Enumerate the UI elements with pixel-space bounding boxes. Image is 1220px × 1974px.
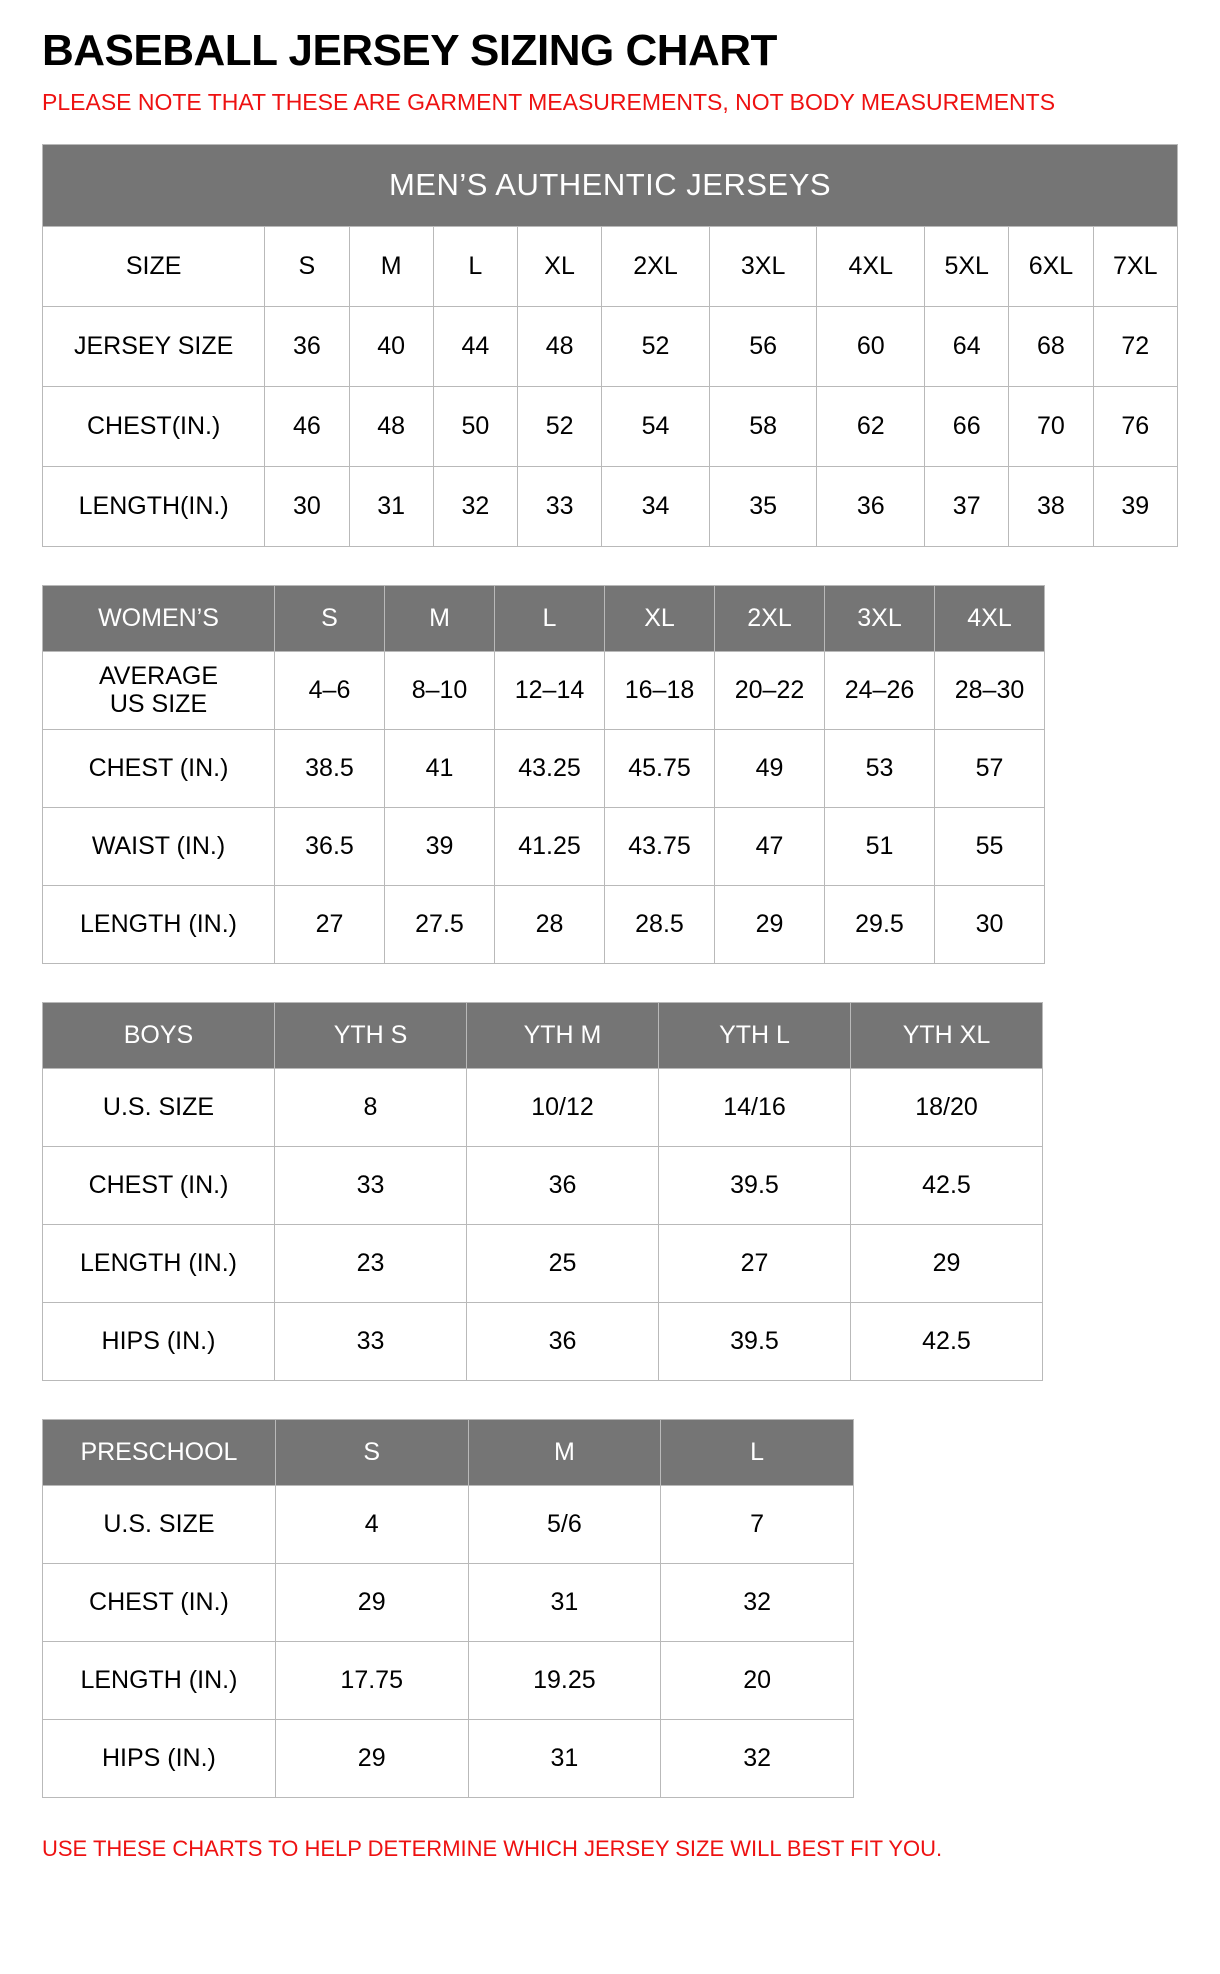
table-cell: 39.5 xyxy=(659,1146,851,1224)
table-cell: 33 xyxy=(275,1146,467,1224)
table-cell: 7 xyxy=(661,1485,854,1563)
preschool-header-cell: L xyxy=(661,1419,854,1485)
table-cell: 48 xyxy=(349,386,433,466)
table-cell: 56 xyxy=(709,306,817,386)
table-cell: 39 xyxy=(385,807,495,885)
table-row xyxy=(43,1068,1043,1146)
table-row xyxy=(43,306,1178,386)
row-label: U.S. SIZE xyxy=(43,1068,275,1146)
row-label: SIZE xyxy=(43,226,265,306)
table-row xyxy=(43,1146,1043,1224)
table-cell: 29 xyxy=(275,1719,468,1797)
table-cell: 39.5 xyxy=(659,1302,851,1380)
table-cell: 32 xyxy=(433,466,517,546)
womens-sizing-table xyxy=(42,585,1045,964)
row-label: JERSEY SIZE xyxy=(43,306,265,386)
table-cell: 6XL xyxy=(1009,226,1093,306)
garment-measurement-note: PLEASE NOTE THAT THESE ARE GARMENT MEASUREMENTS, NOT BODY MEASUREMENTS xyxy=(42,89,1056,116)
footer-note: USE THESE CHARTS TO HELP DETERMINE WHICH JERSEY SIZE WILL BEST FIT YOU. xyxy=(42,1835,943,1861)
table-row xyxy=(43,226,1178,306)
table-row xyxy=(43,1224,1043,1302)
table-cell: 41.25 xyxy=(495,807,605,885)
table-cell: 41 xyxy=(385,729,495,807)
table-cell: S xyxy=(265,226,349,306)
row-label: CHEST (IN.) xyxy=(43,1146,275,1224)
boys-sizing-table xyxy=(42,1002,1043,1381)
table-cell: 3XL xyxy=(709,226,817,306)
womens-header-cell: 3XL xyxy=(825,585,935,651)
row-label: LENGTH (IN.) xyxy=(43,1641,276,1719)
table-cell: 30 xyxy=(935,885,1045,963)
row-label: CHEST (IN.) xyxy=(43,729,275,807)
boys-header-cell: YTH S xyxy=(275,1002,467,1068)
table-row xyxy=(43,1302,1043,1380)
mens-banner-label: MEN’S AUTHENTIC JERSEYS xyxy=(43,144,1178,226)
table-cell: 54 xyxy=(602,386,710,466)
womens-header-row xyxy=(43,585,1045,651)
table-row xyxy=(43,1563,854,1641)
row-label: AVERAGE US SIZE xyxy=(43,651,275,729)
row-label: LENGTH(IN.) xyxy=(43,466,265,546)
table-cell: 49 xyxy=(715,729,825,807)
table-cell: 64 xyxy=(925,306,1009,386)
table-cell: 44 xyxy=(433,306,517,386)
preschool-sizing-table xyxy=(42,1419,854,1798)
table-cell: 40 xyxy=(349,306,433,386)
boys-header-row xyxy=(43,1002,1043,1068)
table-cell: XL xyxy=(517,226,601,306)
table-cell: 36 xyxy=(467,1146,659,1224)
table-cell: 29 xyxy=(851,1224,1043,1302)
row-label: LENGTH (IN.) xyxy=(43,885,275,963)
row-label: LENGTH (IN.) xyxy=(43,1224,275,1302)
row-label: CHEST(IN.) xyxy=(43,386,265,466)
table-cell: 25 xyxy=(467,1224,659,1302)
womens-header-cell: XL xyxy=(605,585,715,651)
womens-header-cell: 2XL xyxy=(715,585,825,651)
table-cell: 48 xyxy=(517,306,601,386)
table-cell: 27 xyxy=(275,885,385,963)
row-label: U.S. SIZE xyxy=(43,1485,276,1563)
table-cell: 28–30 xyxy=(935,651,1045,729)
table-cell: M xyxy=(349,226,433,306)
table-cell: 57 xyxy=(935,729,1045,807)
preschool-header-cell: M xyxy=(468,1419,661,1485)
table-cell: 2XL xyxy=(602,226,710,306)
table-cell: 33 xyxy=(517,466,601,546)
table-cell: 27.5 xyxy=(385,885,495,963)
table-cell: 31 xyxy=(468,1563,661,1641)
table-cell: 4XL xyxy=(817,226,925,306)
table-cell: 17.75 xyxy=(275,1641,468,1719)
table-cell: 51 xyxy=(825,807,935,885)
table-cell: 34 xyxy=(602,466,710,546)
table-cell: 53 xyxy=(825,729,935,807)
table-cell: 27 xyxy=(659,1224,851,1302)
page-title: BASEBALL JERSEY SIZING CHART xyxy=(42,26,777,75)
table-cell: 45.75 xyxy=(605,729,715,807)
table-cell: 50 xyxy=(433,386,517,466)
boys-header-cell: YTH M xyxy=(467,1002,659,1068)
table-cell: 46 xyxy=(265,386,349,466)
table-row xyxy=(43,807,1045,885)
table-cell: 4–6 xyxy=(275,651,385,729)
table-cell: 43.75 xyxy=(605,807,715,885)
table-cell: 31 xyxy=(349,466,433,546)
table-cell: 52 xyxy=(602,306,710,386)
table-cell: 33 xyxy=(275,1302,467,1380)
table-cell: 14/16 xyxy=(659,1068,851,1146)
table-cell: 38 xyxy=(1009,466,1093,546)
table-cell: 62 xyxy=(817,386,925,466)
table-cell: 36.5 xyxy=(275,807,385,885)
table-cell: 23 xyxy=(275,1224,467,1302)
table-cell: 16–18 xyxy=(605,651,715,729)
table-row xyxy=(43,1485,854,1563)
table-cell: 52 xyxy=(517,386,601,466)
table-cell: 36 xyxy=(817,466,925,546)
table-cell: 10/12 xyxy=(467,1068,659,1146)
table-row xyxy=(43,651,1045,729)
table-cell: 43.25 xyxy=(495,729,605,807)
mens-sizing-table xyxy=(42,144,1178,547)
table-cell: 12–14 xyxy=(495,651,605,729)
table-cell: 30 xyxy=(265,466,349,546)
table-cell: 42.5 xyxy=(851,1302,1043,1380)
table-cell: 4 xyxy=(275,1485,468,1563)
table-cell: 60 xyxy=(817,306,925,386)
table-cell: 31 xyxy=(468,1719,661,1797)
table-cell: 18/20 xyxy=(851,1068,1043,1146)
table-cell: 8–10 xyxy=(385,651,495,729)
table-cell: 39 xyxy=(1093,466,1177,546)
table-cell: 36 xyxy=(265,306,349,386)
table-cell: 37 xyxy=(925,466,1009,546)
table-cell: 19.25 xyxy=(468,1641,661,1719)
table-cell: 36 xyxy=(467,1302,659,1380)
table-cell: 5/6 xyxy=(468,1485,661,1563)
table-cell: 76 xyxy=(1093,386,1177,466)
table-cell: 28 xyxy=(495,885,605,963)
row-label: HIPS (IN.) xyxy=(43,1719,276,1797)
table-cell: 42.5 xyxy=(851,1146,1043,1224)
table-cell: 29 xyxy=(275,1563,468,1641)
table-cell: 28.5 xyxy=(605,885,715,963)
table-cell: 66 xyxy=(925,386,1009,466)
table-cell: 24–26 xyxy=(825,651,935,729)
preschool-header-cell: S xyxy=(275,1419,468,1485)
table-cell: 58 xyxy=(709,386,817,466)
boys-header-label: BOYS xyxy=(43,1002,275,1068)
table-cell: 29.5 xyxy=(825,885,935,963)
table-row xyxy=(43,885,1045,963)
preschool-header-label: PRESCHOOL xyxy=(43,1419,276,1485)
row-label: WAIST (IN.) xyxy=(43,807,275,885)
table-row xyxy=(43,386,1178,466)
table-row xyxy=(43,1641,854,1719)
row-label: CHEST (IN.) xyxy=(43,1563,276,1641)
table-cell: 68 xyxy=(1009,306,1093,386)
womens-header-cell: S xyxy=(275,585,385,651)
table-cell: 32 xyxy=(661,1719,854,1797)
table-cell: 72 xyxy=(1093,306,1177,386)
table-cell: 47 xyxy=(715,807,825,885)
table-cell: 38.5 xyxy=(275,729,385,807)
table-row xyxy=(43,1719,854,1797)
table-cell: 29 xyxy=(715,885,825,963)
boys-header-cell: YTH XL xyxy=(851,1002,1043,1068)
table-cell: 55 xyxy=(935,807,1045,885)
table-cell: 32 xyxy=(661,1563,854,1641)
womens-header-cell: L xyxy=(495,585,605,651)
table-cell: 20–22 xyxy=(715,651,825,729)
table-cell: 5XL xyxy=(925,226,1009,306)
table-cell: 20 xyxy=(661,1641,854,1719)
row-label: HIPS (IN.) xyxy=(43,1302,275,1380)
womens-header-label: WOMEN’S xyxy=(43,585,275,651)
womens-header-cell: 4XL xyxy=(935,585,1045,651)
table-cell: 8 xyxy=(275,1068,467,1146)
table-cell: 7XL xyxy=(1093,226,1177,306)
preschool-header-row xyxy=(43,1419,854,1485)
boys-header-cell: YTH L xyxy=(659,1002,851,1068)
womens-header-cell: M xyxy=(385,585,495,651)
mens-banner-row xyxy=(43,144,1178,226)
table-row xyxy=(43,729,1045,807)
table-cell: 35 xyxy=(709,466,817,546)
table-cell: 70 xyxy=(1009,386,1093,466)
table-cell: L xyxy=(433,226,517,306)
table-row xyxy=(43,466,1178,546)
